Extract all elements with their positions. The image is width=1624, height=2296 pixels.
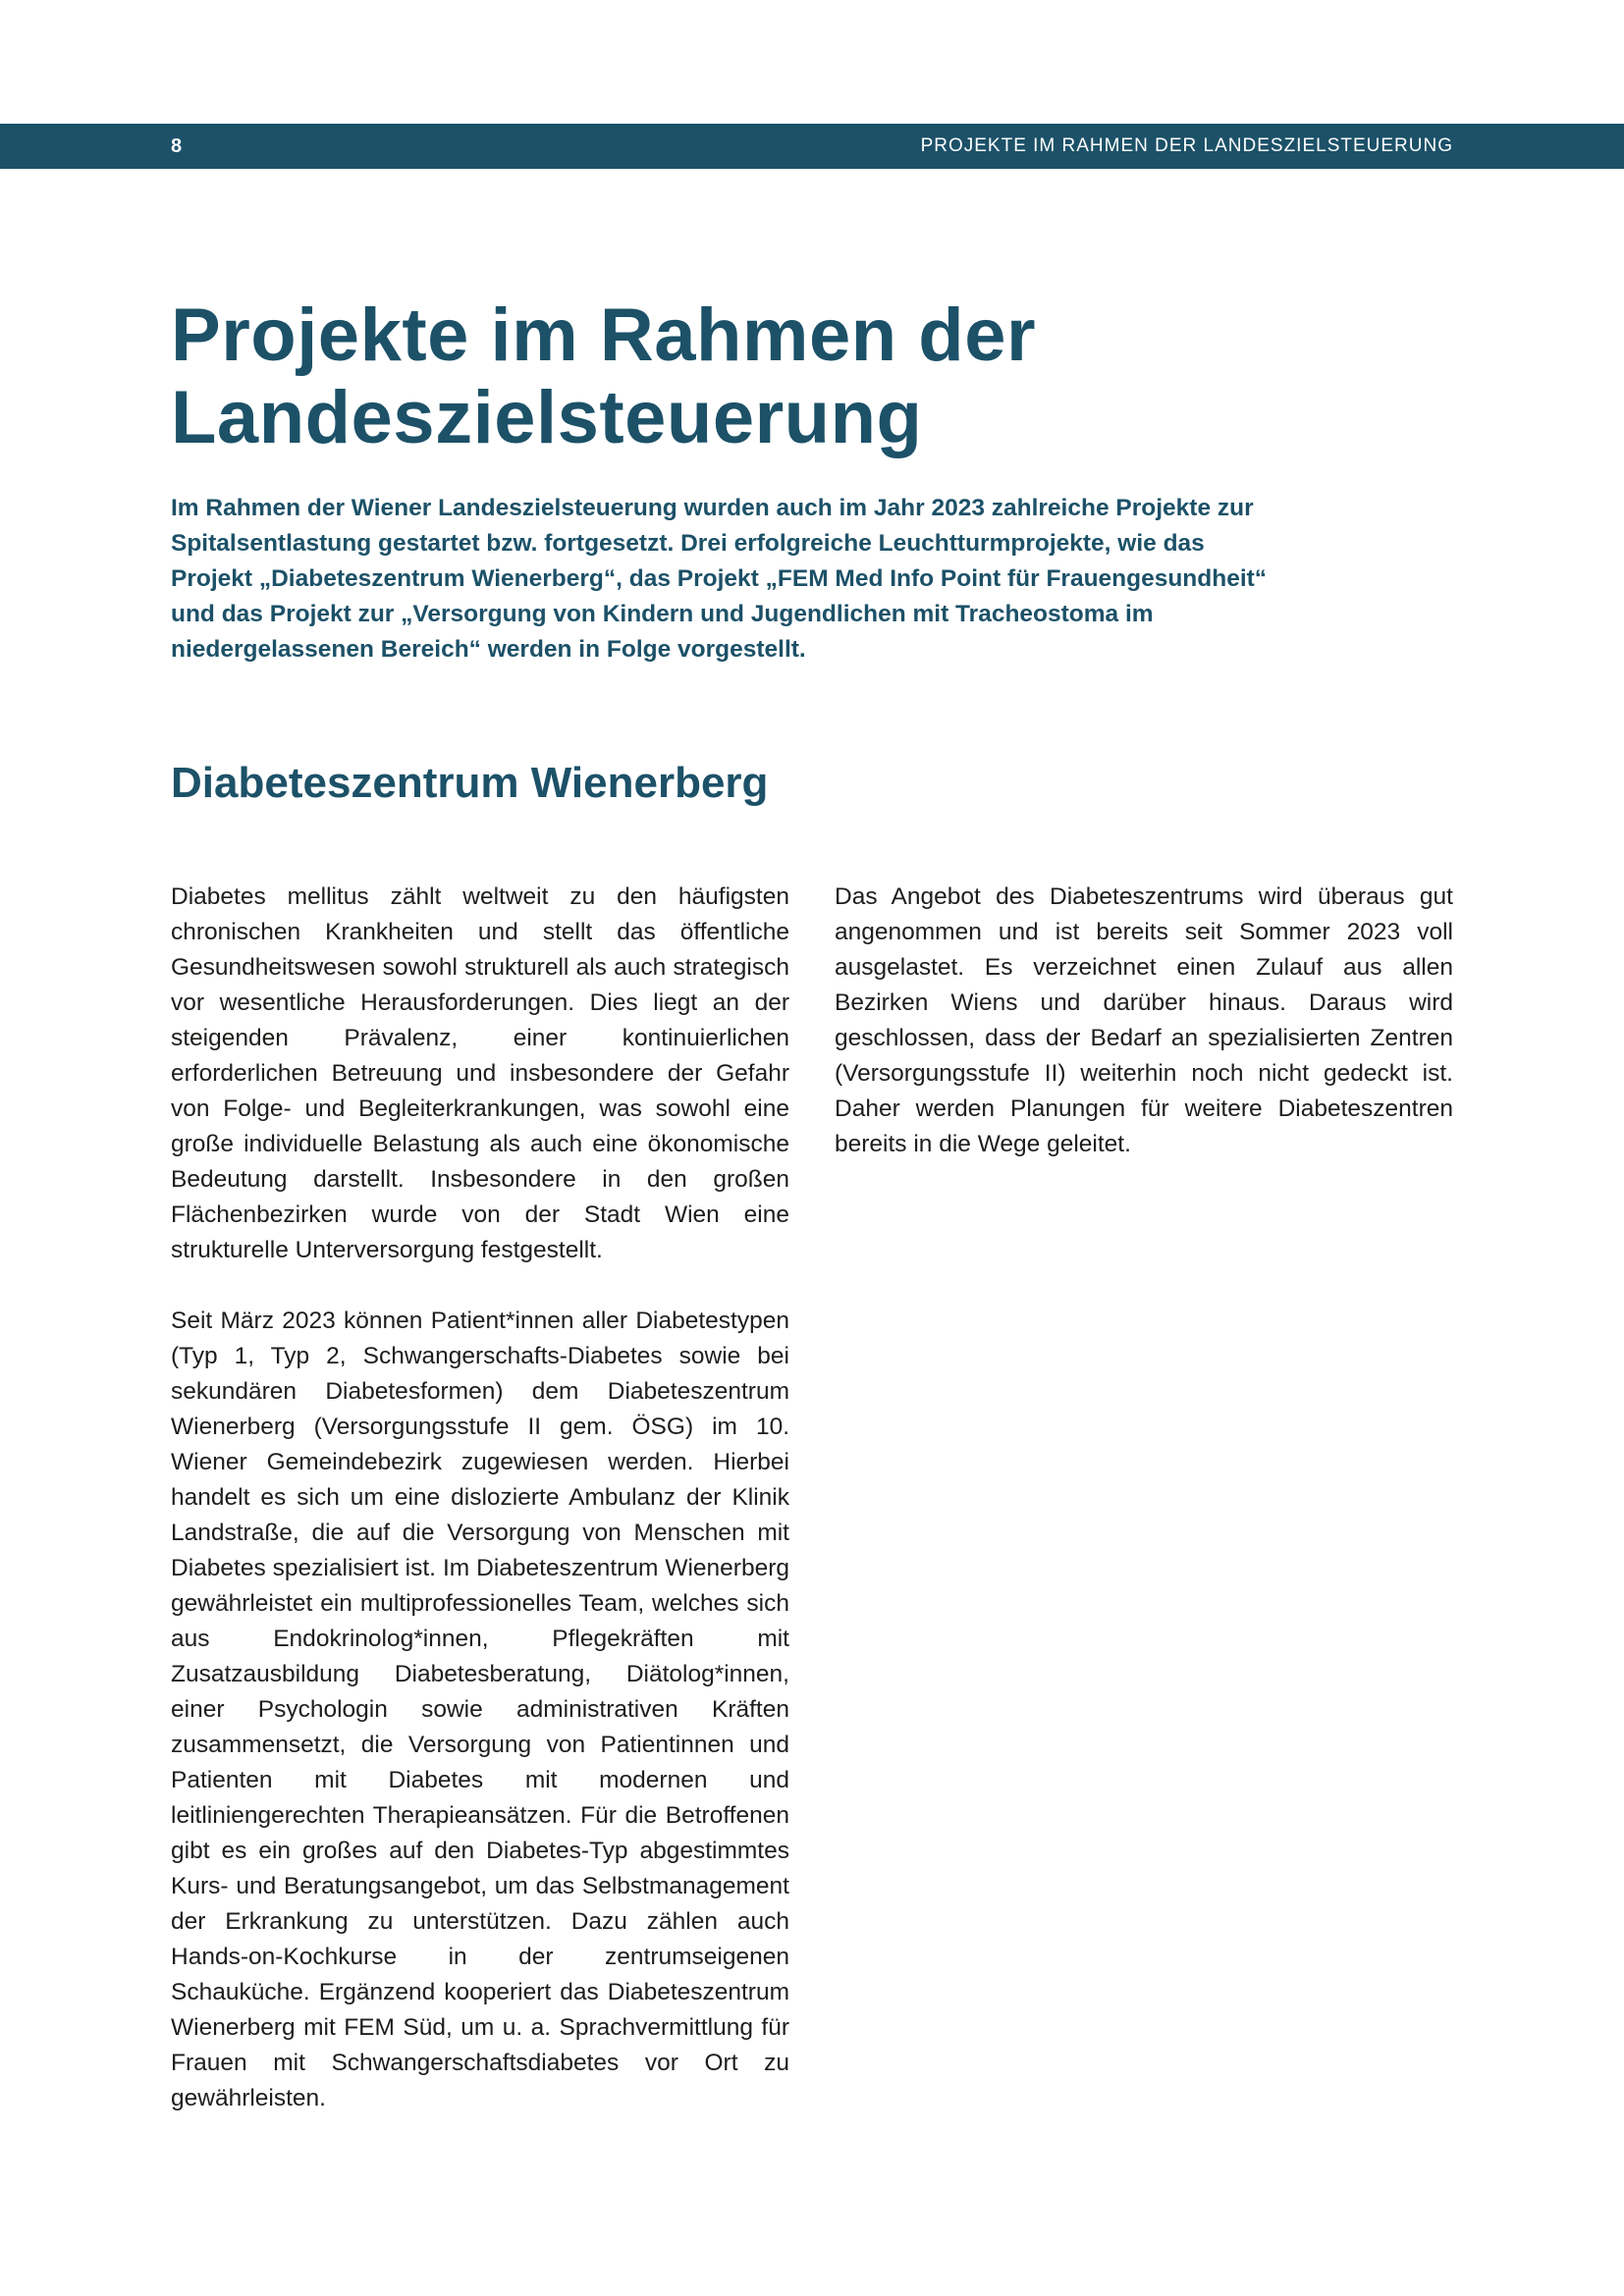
header-band (0, 124, 1624, 169)
left-column (171, 880, 789, 2152)
body-paragraph: Diabetes mellitus zählt weltweit zu den häufigsten chronischen Krankheiten und stellt das öffentliche Gesundheitswesen sowohl strukturell als auch strategisch vor wesentliche Herausforderungen. Dies liegt an der steigenden Prävalenz, einer kontinuierlichen erforderlichen Betreuung und insbesondere der Gefahr von Folge- und Begleiterkrankungen, was sowohl eine große individuelle Belastung als auch eine ökonomische Bedeutung darstellt. Insbesondere in den großen Flächenbezirken wurde von der Stadt Wien eine strukturelle Unterversorgung festgestellt. (171, 883, 789, 1263)
right-column (835, 880, 1453, 1198)
page-title (171, 294, 1447, 459)
body-paragraph: Das Angebot des Diabeteszentrums wird überaus gut angenommen und ist bereits seit Sommer 2023 voll ausgelastet. Es verzeichnet einen Zulauf aus allen Bezirken Wiens und darüber hinaus. Daraus wird geschlossen, dass der Bedarf an spezialisierten Zentren (Versorgungsstufe II) weiterhin noch nicht gedeckt ist. Daher werden Planungen für weitere Diabeteszentren bereits in die Wege geleitet. (835, 883, 1453, 1157)
body-paragraph: Seit März 2023 können Patient*innen aller Diabetestypen (Typ 1, Typ 2, Schwangerschafts-Diabetes sowie bei sekundären Diabetesformen) dem Diabeteszentrum Wienerberg (Versorgungsstufe II gem. ÖSG) im 10. Wiener Gemeindebezirk zugewiesen werden. Hierbei handelt es sich um eine dislozierte Ambulanz der Klinik Landstraße, die auf die Versorgung von Menschen mit Diabetes spezialisiert ist. Im Diabeteszentrum Wienerberg gewährleistet ein multiprofessionelles Team, welches sich aus Endokrinolog*innen, Pflegekräften mit Zusatzausbildung Diabetesberatung, Diätolog*innen, einer Psychologin sowie administrativen Kräften zusammensetzt, die Versorgung von Patientinnen und Patienten mit Diabetes mit modernen und leitliniengerechten Therapieansätzen. Für die Betroffenen gibt es ein großes auf den Diabetes-Typ abgestimmtes Kurs- und Beratungsangebot, um das Selbstmanagement der Erkrankung zu unterstützen. Dazu zählen auch Hands-on-Kochkurse in der zentrumseigenen Schauküche. Ergänzend kooperiert das Diabeteszentrum Wienerberg mit FEM Süd, um u. a. Sprachvermittlung für Frauen mit Schwangerschaftsdiabetes vor Ort zu gewährleisten. (171, 1308, 789, 2111)
running-title: PROJEKTE IM RAHMEN DER LANDESZIELSTEUERUNG (920, 135, 1453, 156)
intro-paragraph: Im Rahmen der Wiener Landeszielsteuerung wurden auch im Jahr 2023 zahlreiche Projekte zur Spitalsentlastung gestartet bzw. fortgesetzt. Drei erfolgreiche Leuchtturmprojekte, wie das Projekt „Diabeteszentrum Wienerberg“, das Projekt „FEM Med Info Point für Frauengesundheit“ und das Projekt zur „Versorgung von Kindern und Jugendlichen mit Tracheostoma im niedergelassenen Bereich“ werden in Folge vorgestellt. (171, 495, 1268, 663)
page-title-line-1: Projekte im Rahmen der (171, 294, 1037, 377)
page-title-line-2: Landeszielsteuerung (171, 376, 923, 459)
page-number: 8 (171, 135, 183, 157)
section-heading: Diabeteszentrum Wienerberg (171, 759, 769, 807)
